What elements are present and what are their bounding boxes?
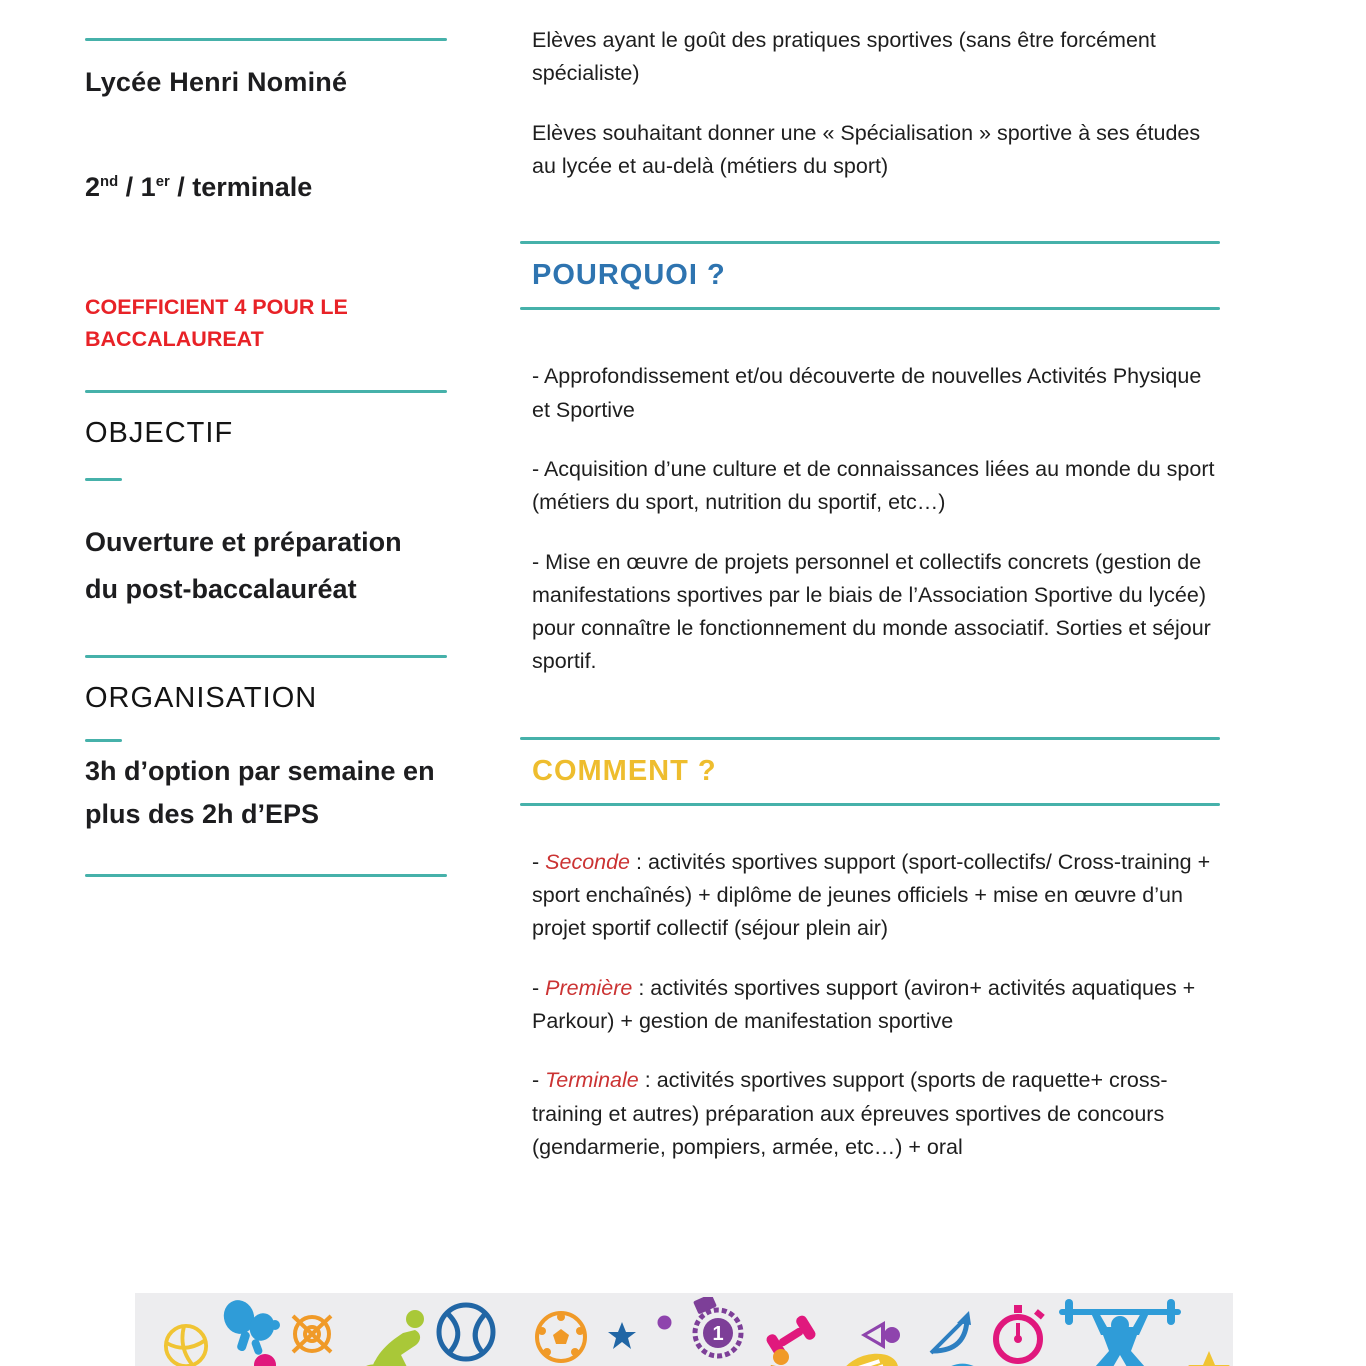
divider-line xyxy=(85,390,447,393)
item-dash: - xyxy=(532,849,546,874)
blue-star-icon xyxy=(607,1321,637,1351)
pink-ball-icon xyxy=(253,1353,277,1366)
right-column xyxy=(520,24,1220,1190)
item-dash: - xyxy=(532,1068,546,1093)
blue-arrow-icon xyxy=(935,1355,983,1366)
soccer-ball-icon xyxy=(533,1309,589,1365)
coefficient-number: 4 xyxy=(234,295,247,319)
comment-item-seconde xyxy=(520,846,1220,946)
item-separator: : xyxy=(638,1068,657,1093)
pourquoi-item: - Mise en œuvre de projets personnel et collectifs concrets (gestion de manifestations sportives par le biais de l’Association Sportive du lycée) pour connaître le fonctionnement du monde associatif. Sorties et séjour sportif. xyxy=(532,549,1211,674)
pourquoi-section-header xyxy=(520,241,1220,310)
divider-line xyxy=(520,241,1220,244)
divider-line xyxy=(520,803,1220,806)
svg-text:1: 1 xyxy=(712,1323,724,1345)
pourquoi-items xyxy=(520,360,1220,679)
comment-item-terminale xyxy=(520,1064,1220,1164)
divider-line xyxy=(85,38,447,41)
grade-superscript: er xyxy=(155,174,170,190)
accent-dash xyxy=(85,739,122,742)
pourquoi-item: - Acquisition d’une culture et de connaissances liées au monde du sport (métiers du sport, nutrition du sportif, etc…) xyxy=(532,456,1215,515)
item-text: activités sportives support (sports de raquette+ cross-training et autres) préparation aux épreuves sportives de concours (gendarmerie, pompiers, armée, etc…) + oral xyxy=(532,1068,1168,1159)
archery-bow-icon xyxy=(923,1307,975,1359)
coefficient-notice xyxy=(85,291,447,356)
left-column xyxy=(85,38,447,877)
divider-line xyxy=(520,307,1220,310)
pourquoi-item: - Approfondissement et/ou découverte de nouvelles Activités Physique et Sportive xyxy=(532,364,1202,422)
grade-superscript: nd xyxy=(100,174,119,190)
comment-item-premiere xyxy=(520,972,1220,1039)
grade-part: / terminale xyxy=(169,172,313,202)
school-name: Lycée Henri Nominé xyxy=(85,67,348,97)
pourquoi-heading: POURQUOI ? xyxy=(532,259,726,292)
volleyball-icon xyxy=(163,1323,209,1366)
purple-dot-icon xyxy=(657,1315,672,1330)
divider-line xyxy=(85,874,447,877)
level-name: Terminale xyxy=(545,1068,639,1093)
intro-paragraph: Elèves souhaitant donner une « Spécialisation » sportive à ses études au lycée et au-delà (métiers du sport) xyxy=(532,120,1201,178)
comment-heading: COMMENT ? xyxy=(532,754,717,787)
objectif-heading: OBJECTIF xyxy=(85,416,234,449)
organisation-heading: ORGANISATION xyxy=(85,682,318,714)
grade-part: 2 xyxy=(85,172,101,202)
accent-dash xyxy=(85,478,122,481)
item-dash: - xyxy=(532,975,546,1000)
medal-icon xyxy=(687,1297,749,1361)
orange-figure-icon xyxy=(757,1349,811,1366)
item-separator: : xyxy=(632,975,651,1000)
level-name: Seconde xyxy=(545,849,631,874)
organisation-text: 3h d’option par semaine en plus des 2h d’EPS xyxy=(85,756,435,830)
coefficient-text: POUR LE BACCALAUREAT xyxy=(85,295,348,352)
level-name: Première xyxy=(545,975,633,1000)
sports-icons-band xyxy=(135,1293,1233,1366)
tennis-ball-icon xyxy=(435,1301,497,1363)
objectif-text: Ouverture et préparation du post-baccalauréat xyxy=(85,526,402,604)
divider-line xyxy=(520,737,1220,740)
comment-items xyxy=(520,846,1220,1165)
item-text: activités sportives support (aviron+ activités aquatiques + Parkour) + gestion de manifestation sportive xyxy=(532,975,1196,1033)
target-icon xyxy=(285,1307,339,1361)
item-separator: : xyxy=(630,849,648,874)
grade-levels xyxy=(85,172,447,203)
yellow-star-icon xyxy=(1187,1349,1231,1366)
divider-line xyxy=(85,655,447,658)
item-text: activités sportives support (sport-collectifs/ Cross-training + sport enchaînés) + diplôme de jeunes officiels + mise en œuvre d’un projet sportif collectif (séjour plein air) xyxy=(532,849,1211,941)
stopwatch-icon xyxy=(987,1303,1049,1365)
intro-paragraph: Elèves ayant le goût des pratiques sportives (sans être forcément spécialiste) xyxy=(532,28,1156,86)
weightlifter-icon xyxy=(1057,1297,1183,1366)
shuttlecock-icon xyxy=(857,1313,903,1357)
grade-part: / 1 xyxy=(118,172,156,202)
coefficient-text: COEFFICIENT xyxy=(85,295,235,319)
comment-section-header xyxy=(520,737,1220,806)
